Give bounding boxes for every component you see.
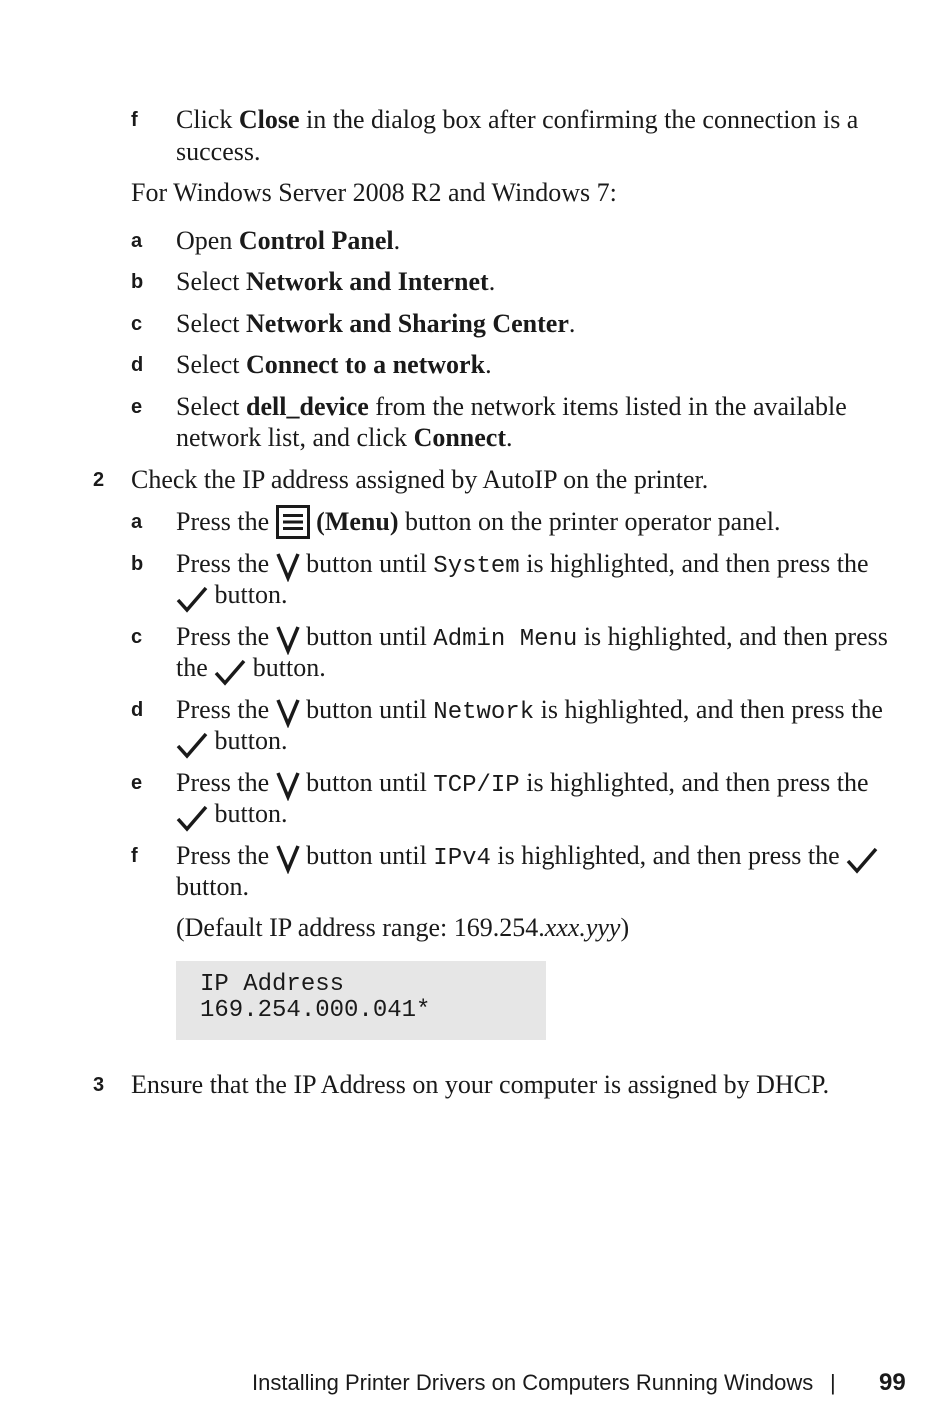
step-marker: c [131,626,143,648]
footer-separator: | [830,1370,836,1395]
step-text-continued: button. [176,725,287,758]
check-icon [214,657,246,687]
check-icon [176,730,208,760]
down-arrow-icon [276,842,300,874]
step-text: Press the button until IPv4 is highlighted, and then press the [176,840,878,875]
down-arrow-icon [276,769,300,801]
step-text-continued: button. [176,798,287,831]
step-marker: a [131,511,143,533]
step-marker: f [131,845,138,867]
page-number: 99 [879,1369,906,1396]
step-text: Select Network and Sharing Center. [176,309,576,338]
step-marker: d [131,699,144,721]
step-marker: f [131,109,138,131]
step-marker: b [131,271,144,293]
step-marker: d [131,354,144,376]
step-marker: c [131,313,143,335]
check-icon [846,845,878,875]
step-text: Press the (Menu) button on the printer operator panel. [176,506,780,541]
down-arrow-icon [276,696,300,728]
step-marker: a [131,230,143,252]
step-text: Select dell_device from the network items listed in the available [176,392,847,421]
operator-panel-display [176,961,546,1040]
step-text-continued: button. [176,872,249,901]
down-arrow-icon [276,623,300,655]
step-text: Check the IP address assigned by AutoIP on the printer. [131,465,709,494]
check-icon [176,803,208,833]
step-text-continued: network list, and click Connect. [176,423,513,452]
step-text: Press the button until TCP/IP is highlighted, and then press the [176,767,869,802]
ip-range-note: (Default IP address range: 169.254.xxx.yyy) [176,913,630,942]
step-text-continued: success. [176,137,261,166]
footer-title: Installing Printer Drivers on Computers Running Windows [252,1370,814,1395]
step-marker: e [131,396,143,418]
display-line-2: 169.254.000.041* [200,997,431,1024]
down-arrow-icon [276,550,300,582]
step-marker: e [131,772,143,794]
step-text: Click Close in the dialog box after confirming the connection is a [176,105,859,134]
step-number: 2 [93,469,105,491]
step-text: Select Connect to a network. [176,350,492,379]
step-text: Select Network and Internet. [176,267,496,296]
step-text: Press the button until System is highlighted, and then press the [176,548,869,583]
step-text: Press the button until Admin Menu is highlighted, and then press [176,621,888,656]
menu-icon [276,505,310,539]
step-text: Open Control Panel. [176,226,401,255]
check-icon [176,584,208,614]
step-text-continued: button. [176,579,287,612]
step-number: 3 [93,1074,105,1096]
step-text: Ensure that the IP Address on your computer is assigned by DHCP. [131,1070,830,1099]
step-text: Press the button until Network is highlighted, and then press the [176,694,883,729]
display-line-1: IP Address [200,971,345,998]
step-text-continued: the button. [176,652,326,685]
step-marker: b [131,553,144,575]
section-heading: For Windows Server 2008 R2 and Windows 7: [131,178,617,207]
